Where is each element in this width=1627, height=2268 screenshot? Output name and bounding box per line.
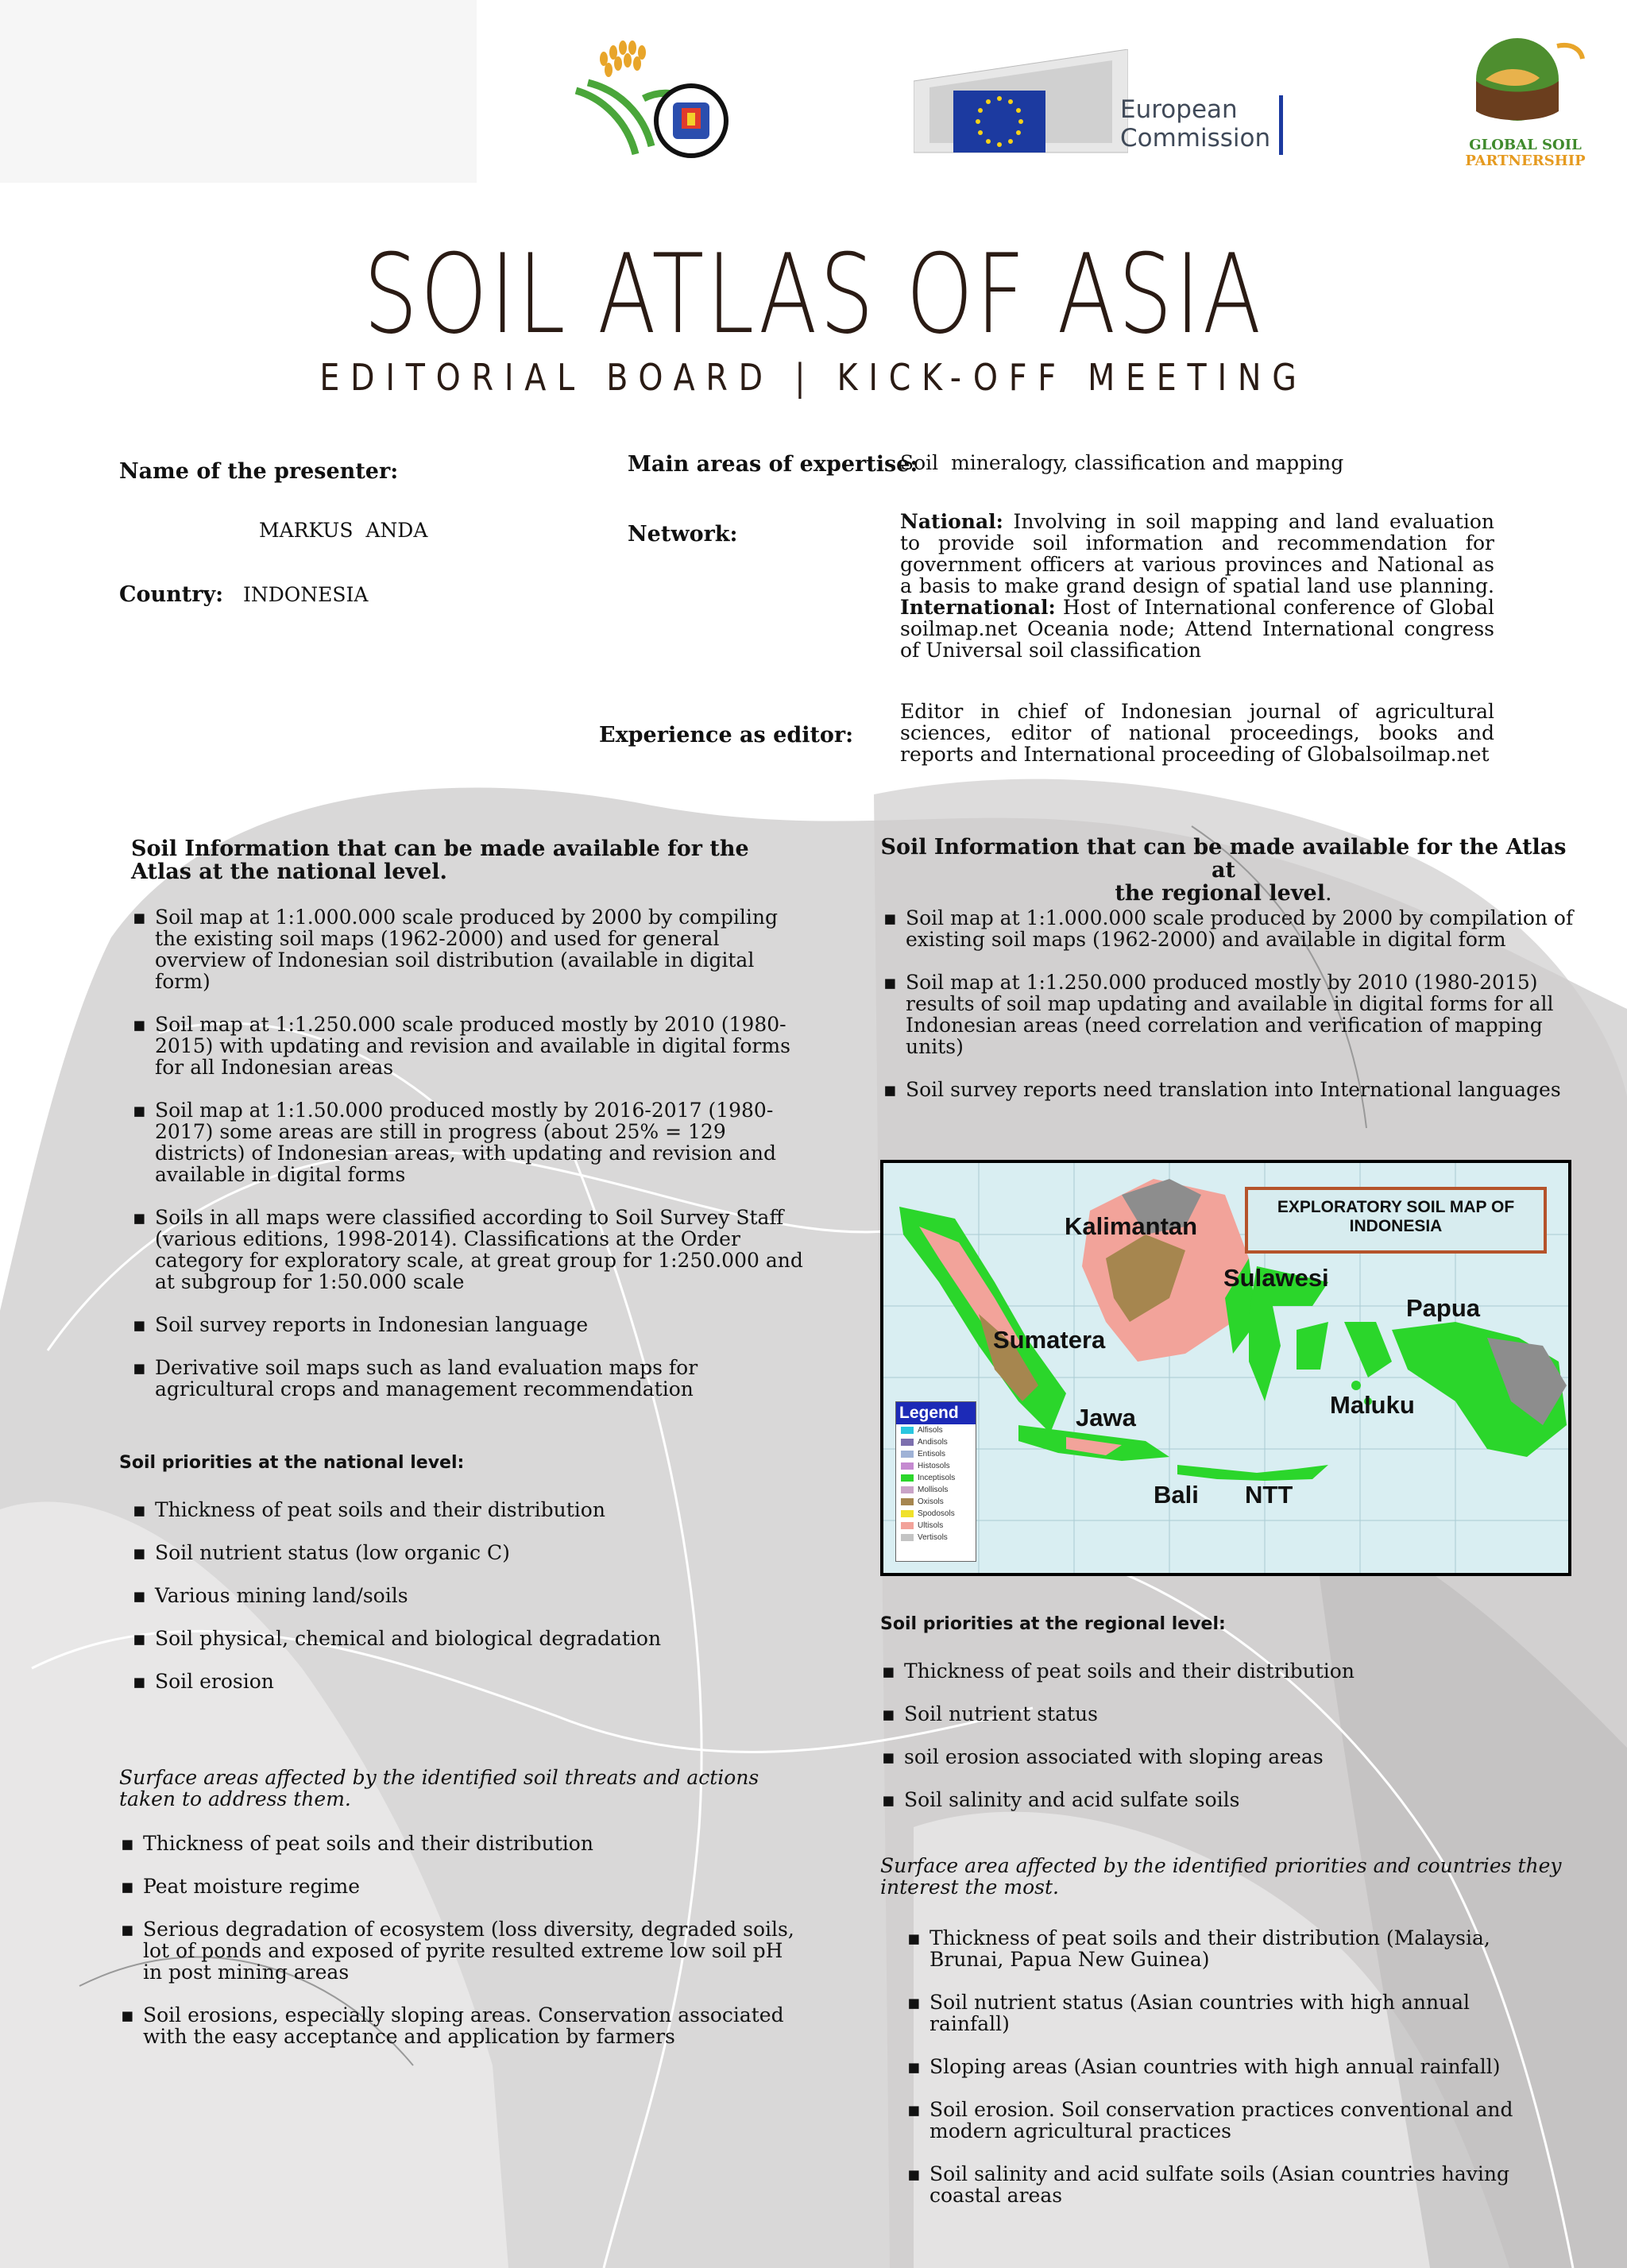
legend-swatch [901, 1427, 914, 1434]
legend-entry [896, 1448, 976, 1460]
legend-swatch [901, 1522, 914, 1529]
ec-name-line-2: Commission [1120, 124, 1271, 153]
globe-handshake-icon [1462, 32, 1589, 127]
regional-priority-item: ▪ Soil nutrient status [880, 1703, 1579, 1725]
ec-name-line-1: European [1120, 95, 1238, 124]
national-threat-item: ▪ Serious degradation of ecosystem (loss diversity, degraded soils, lot of ponds and exposed of pyrite resulted extreme low soil pH in post mining areas [119, 1918, 802, 1983]
map-label-ntt: NTT [1245, 1481, 1293, 1509]
legend-entry [896, 1496, 976, 1508]
regional-info-heading-line-2: the regional level [1115, 881, 1325, 906]
legend-label: Spodosols [918, 1509, 955, 1518]
national-priority-item: ▪ Soil nutrient status (low organic C) [131, 1542, 806, 1563]
map-label-bali: Bali [1154, 1481, 1199, 1509]
regional-info-heading [874, 836, 1573, 905]
legend-entry [896, 1460, 976, 1472]
map-label-sumatera: Sumatera [993, 1326, 1106, 1354]
national-priority-item: ▪ Soil erosion [131, 1671, 806, 1692]
legend-swatch [901, 1439, 914, 1446]
legend-swatch [901, 1451, 914, 1458]
legend-label: Alfisols [918, 1426, 943, 1435]
legend-swatch [901, 1498, 914, 1505]
map-title-box [1245, 1187, 1547, 1254]
regional-threats-heading: Surface area affected by the identified priorities and countries they interest the most. [880, 1854, 1562, 1899]
poster-title: SOIL ATLAS OF ASIA [363, 230, 1264, 358]
map-title: EXPLORATORY SOIL MAP OF INDONESIA [1277, 1198, 1515, 1235]
gsp-name-line-2: PARTNERSHIP [1465, 153, 1586, 169]
regional-threat-item: ▪ Thickness of peat soils and their distribution (Malaysia, Brunai, Papua New Guinea) [906, 1927, 1549, 1970]
legend-label: Histosols [918, 1462, 950, 1470]
legend-label: Andisols [918, 1438, 948, 1447]
legend-label: Inceptisols [918, 1474, 956, 1482]
gsp-name-line-1: GLOBAL SOIL [1469, 137, 1582, 153]
national-threat-item: ▪ Soil erosions, especially sloping areas. Conservation associated with the easy acceptance and application by farmers [119, 2004, 802, 2047]
legend-label: Mollisols [918, 1486, 949, 1494]
ministry-emblem-icon [572, 35, 731, 170]
legend-entry [896, 1508, 976, 1520]
eu-flag-icon [914, 49, 1128, 160]
legend-label: Vertisols [918, 1533, 948, 1542]
regional-info-item: ▪ Soil survey reports need translation into International languages [882, 1079, 1581, 1100]
map-label-sulawesi: Sulawesi [1223, 1264, 1329, 1292]
legend-label: Ultisols [918, 1521, 944, 1530]
regional-priorities-list [880, 1660, 1579, 1832]
national-info-heading: Soil Information that can be made available for the Atlas at the national level. [131, 836, 749, 884]
national-info-list [131, 906, 814, 1421]
regional-threats-list [882, 1927, 1549, 2227]
national-info-item: ▪ Soil survey reports in Indonesian language [131, 1314, 814, 1335]
national-threats-heading: Surface areas affected by the identified soil threats and actions taken to address them. [119, 1766, 759, 1810]
regional-info-list [882, 907, 1581, 1122]
legend-swatch [901, 1474, 914, 1482]
ec-divider [1279, 95, 1283, 155]
national-info-item: ▪ Derivative soil maps such as land evaluation maps for agricultural crops and management recommendation [131, 1357, 814, 1400]
regional-info-item: ▪ Soil map at 1:1.000.000 scale produced by 2000 by compilation of existing soil maps (1962-2000) and available in digital form [882, 907, 1581, 950]
country-label: Country: [119, 582, 224, 607]
regional-priority-item: ▪ Soil salinity and acid sulfate soils [880, 1789, 1579, 1810]
legend-swatch [901, 1462, 914, 1470]
legend-entry [896, 1424, 976, 1436]
national-info-item: ▪ Soil map at 1:1.50.000 produced mostly by 2016-2017 (1980-2017) some areas are still in progress (about 25% = 129 districts) of Indonesian areas, with updating and revision and available in digital forms [131, 1099, 814, 1185]
editor-label: Experience as editor: [599, 723, 854, 748]
expertise-value: Soil mineralogy, classification and mapping [900, 451, 1344, 474]
poster-subtitle: EDITORIAL BOARD | KICK-OFF MEETING [319, 356, 1308, 399]
legend-entry [896, 1472, 976, 1484]
country-value: INDONESIA [243, 583, 369, 606]
network-value [900, 511, 1494, 661]
legend-entry [896, 1436, 976, 1448]
national-priority-item: ▪ Various mining land/soils [131, 1585, 806, 1606]
national-priority-item: ▪ Thickness of peat soils and their distribution [131, 1499, 806, 1520]
legend-label: Entisols [918, 1450, 946, 1459]
national-info-item: ▪ Soils in all maps were classified according to Soil Survey Staff (various editions, 1998-2014). Classifications at the Order category for exploratory scale, at great group for 1:250.000 and at subgroup for 1:50.000 scale [131, 1207, 814, 1292]
network-national-text: Involving in soil mapping and land evaluation to provide soil information and recommendation for government officers at various provinces and National as a basis to make grand design of spatial land use planning. [900, 510, 1494, 597]
national-threat-item: ▪ Thickness of peat soils and their distribution [119, 1833, 802, 1854]
editor-value: Editor in chief of Indonesian journal of agricultural sciences, editor of national proceedings, books and reports and International proceeding of Globalsoilmap.net [900, 700, 1494, 766]
national-info-item: ▪ Soil map at 1:1.250.000 scale produced mostly by 2010 (1980-2015) with updating and revision and available in digital forms for all Indonesian areas [131, 1014, 814, 1078]
map-label-kalimantan: Kalimantan [1065, 1212, 1198, 1240]
legend-entry [896, 1520, 976, 1532]
european-commission-logo [914, 49, 1287, 160]
legend-swatch [901, 1510, 914, 1517]
regional-priority-item: ▪ Thickness of peat soils and their distribution [880, 1660, 1579, 1682]
legend-entry [896, 1484, 976, 1496]
legend-label: Oxisols [918, 1497, 944, 1506]
map-legend [895, 1401, 976, 1562]
national-threats-list [119, 1833, 802, 2069]
legend-swatch [901, 1534, 914, 1541]
regional-info-heading-line-1: Soil Information that can be made available for the Atlas at [880, 835, 1567, 883]
expertise-label: Main areas of expertise: [628, 452, 918, 477]
regional-info-item: ▪ Soil map at 1:1.250.000 produced mostly by 2010 (1980-2015) results of soil map updating and available in digital forms for all Indonesian areas (need correlation and verification of mapping units) [882, 972, 1581, 1057]
network-national-label: National: [900, 510, 1003, 533]
national-priority-item: ▪ Soil physical, chemical and biological degradation [131, 1628, 806, 1649]
legend-entry [896, 1532, 976, 1544]
national-info-item: ▪ Soil map at 1:1.000.000 scale produced by 2000 by compiling the existing soil maps (1962-2000) and used for general overview of Indonesian soil distribution (available in digital form) [131, 906, 814, 992]
ministry-logo [572, 35, 731, 170]
map-label-jawa: Jawa [1076, 1404, 1136, 1432]
legend-swatch [901, 1486, 914, 1493]
legend-title: Legend [896, 1402, 976, 1424]
national-threat-item: ▪ Peat moisture regime [119, 1876, 802, 1897]
network-international-text: Host of International conference of Global soilmap.net Oceania node; Attend International congress of Universal soil classification [900, 596, 1494, 662]
regional-threat-item: ▪ Soil erosion. Soil conservation practices conventional and modern agricultural practices [906, 2099, 1549, 2142]
regional-threat-item: ▪ Sloping areas (Asian countries with high annual rainfall) [906, 2056, 1549, 2077]
national-priorities-heading: Soil priorities at the national level: [119, 1453, 465, 1473]
network-label: Network: [628, 522, 738, 547]
regional-priorities-heading: Soil priorities at the regional level: [880, 1614, 1226, 1634]
map-label-maluku: Maluku [1330, 1391, 1415, 1419]
regional-info-heading-end: . [1324, 881, 1332, 906]
indonesia-soil-map [880, 1160, 1571, 1576]
network-international-label: International: [900, 596, 1056, 619]
global-soil-partnership-logo [1462, 32, 1589, 175]
regional-priority-item: ▪ soil erosion associated with sloping areas [880, 1746, 1579, 1768]
national-priorities-list [131, 1499, 806, 1714]
presenter-name-value: MARKUS ANDA [259, 519, 428, 542]
presenter-name-label: Name of the presenter: [119, 459, 399, 484]
regional-threat-item: ▪ Soil nutrient status (Asian countries with high annual rainfall) [906, 1992, 1549, 2034]
regional-threat-item: ▪ Soil salinity and acid sulfate soils (Asian countries having coastal areas [906, 2163, 1549, 2206]
map-label-papua: Papua [1406, 1294, 1481, 1322]
